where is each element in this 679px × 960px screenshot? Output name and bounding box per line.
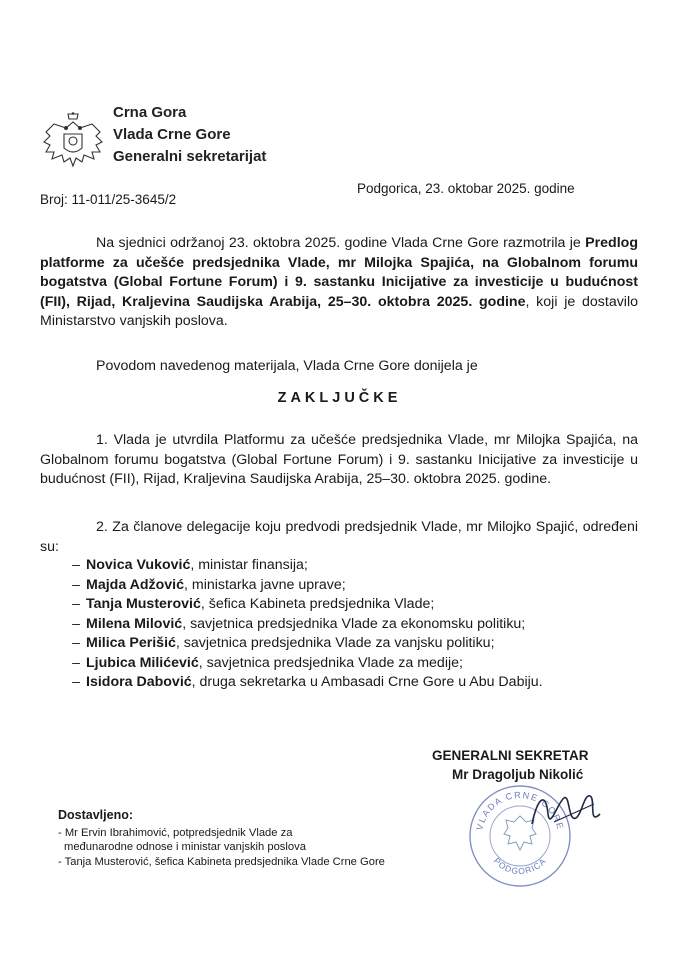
signatory-name: Mr Dragoljub Nikolić xyxy=(452,767,584,782)
list-item: – Tanja Musterović, šefica Kabineta predsjednika Vlade; xyxy=(72,596,435,612)
intro-paragraph xyxy=(40,234,638,332)
intro-text-a: Na sjednici održanoj 23. oktobra 2025. godine Vlada Crne Gore razmotrila je xyxy=(96,235,586,251)
list-item: – Novica Vuković, ministar finansija; xyxy=(72,557,308,573)
list-item: – Milica Perišić, savjetnica predsjednika Vlade za vanjsku politiku; xyxy=(72,635,495,651)
signatory-title: GENERALNI SEKRETAR xyxy=(432,748,589,763)
list-item: – Ljubica Milićević, savjetnica predsjednika Vlade za medije; xyxy=(72,654,463,671)
intro-decision-paragraph: Povodom navedenog materijala, Vlada Crne Gore donijela je xyxy=(96,358,478,374)
header-secretariat: Generalni sekretarijat xyxy=(113,148,267,165)
conclusions-heading: ZAKLJUČKE xyxy=(277,390,402,406)
distribution-title: Dostavljeno: xyxy=(58,808,134,822)
distribution-line-3: - Tanja Musterović, šefica Kabineta predsjednika Vlade Crne Gore xyxy=(58,856,385,868)
reference-number: Broj: 11-011/25-3645/2 xyxy=(40,192,177,207)
stamp-top-text: VLADA CRNE GORE xyxy=(474,789,566,832)
place-date: Podgorica, 23. oktobar 2025. godine xyxy=(357,181,575,196)
header-government: Vlada Crne Gore xyxy=(113,126,231,143)
list-item: – Isidora Dabović, druga sekretarka u Ambasadi Crne Gore u Abu Dabiju. xyxy=(72,674,543,690)
intro-text-b: , koji je dostavilo Ministarstvo vanjskih poslova. xyxy=(40,293,638,329)
distribution-line-1: - Mr Ervin Ibrahimović, potpredsjednik Vlade za xyxy=(58,827,293,839)
intro-text-bold: Predlog platforme za učešće predsjednika Vlade, mr Milojka Spajića, na Globalnom forumu bogatstva (Global Fortune Forum) i 9. sastanku Inicijative za investicije u budućnost (FII), Rijad, Kraljevina Saudijska Arabija, 25–30. oktobra 2025. godine xyxy=(40,235,638,310)
distribution-line-2: međunarodne odnose i ministar vanjskih poslova xyxy=(64,841,306,853)
signature-scribble-icon xyxy=(524,784,608,836)
list-item: – Milena Milović, savjetnica predsjednika Vlade za ekonomsku politiku; xyxy=(72,615,526,632)
conclusion-item-1: 1. Vlada je utvrdila Platformu za učešće predsjednika Vlade, mr Milojka Spajića, na Globalnom forumu bogatstva (Global Fortune Forum) i 9. sastanku Inicijative za investicije u budućnost (FII), Rijad, Kraljevina Saudijska Arabija, 25–30. oktobra 2025. godine. xyxy=(40,432,638,487)
stamp-bottom-text: PODGORICA xyxy=(491,855,549,877)
coat-of-arms-icon xyxy=(40,112,106,172)
conclusion-item-2: 2. Za članove delegacije koju predvodi predsjednik Vlade, mr Milojko Spajić, određeni su: xyxy=(40,519,638,555)
header-country: Crna Gora xyxy=(113,104,187,121)
delegation-list xyxy=(40,556,638,693)
list-item: – Majda Adžović, ministarka javne uprave; xyxy=(72,576,346,593)
